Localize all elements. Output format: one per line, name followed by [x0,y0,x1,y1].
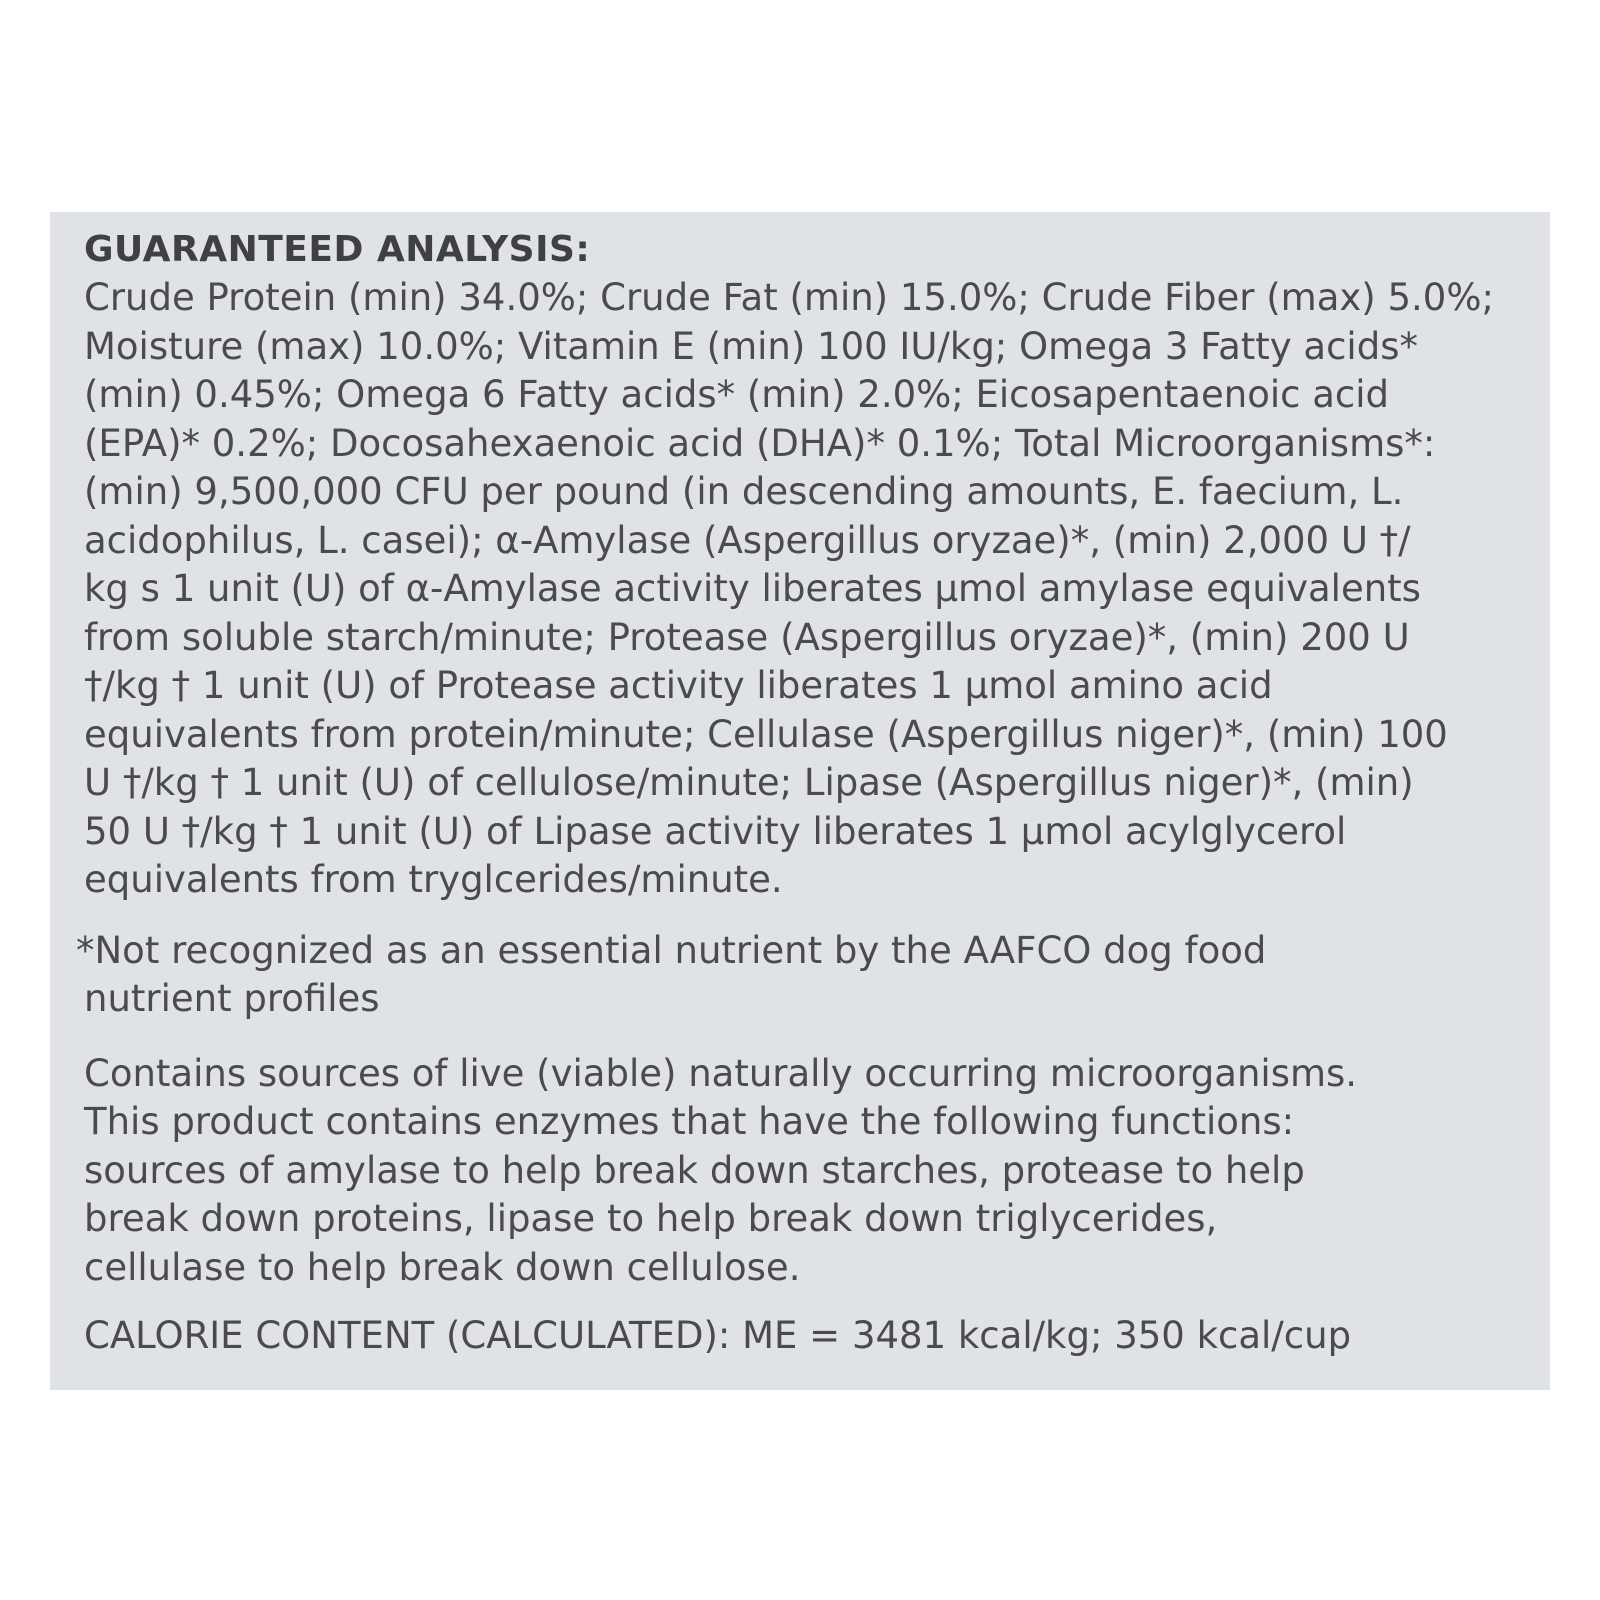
footnote-line: nutrient profiles [84,977,380,1020]
analysis-line: kg s 1 unit (U) of α-Amylase activity liberates μmol amylase equivalents [84,567,1421,610]
heading: GUARANTEED ANALYSIS: [84,229,591,270]
enzyme-note-line: cellulase to help break down cellulose. [84,1245,801,1289]
analysis-line: U †/kg † 1 unit (U) of cellulose/minute; Lipase (Aspergillus niger)*, (min) [84,761,1414,804]
aafco-footnote [76,927,1550,1024]
analysis-line: equivalents from tryglcerides/minute. [84,858,783,901]
enzyme-note [84,1050,1550,1293]
enzyme-note-line: Contains sources of live (viable) naturally occurring microorganisms. [84,1051,1358,1095]
footnote-line: *Not recognized as an essential nutrient by the AAFCO dog food [76,928,1267,972]
guaranteed-analysis-panel [50,212,1550,1390]
calorie-content [84,1312,1550,1361]
analysis-text [84,274,1550,905]
analysis-line: Crude Protein (min) 34.0%; Crude Fat (min) 15.0%; Crude Fiber (max) 5.0%; [84,276,1494,319]
calorie-content-line: CALORIE CONTENT (CALCULATED): ME = 3481 kcal/kg; 350 kcal/cup [84,1314,1352,1357]
enzyme-note-line: break down proteins, lipase to help break down triglycerides, [84,1197,1218,1240]
enzyme-note-line: sources of amylase to help break down starches, protease to help [84,1148,1305,1192]
analysis-line: from soluble starch/minute; Protease (Aspergillus oryzae)*, (min) 200 U [84,615,1410,659]
analysis-line: 50 U †/kg † 1 unit (U) of Lipase activity liberates 1 μmol acylglycerol [84,809,1347,853]
analysis-line: (EPA)* 0.2%; Docosahexaenoic acid (DHA)* 0.1%; Total Microorganisms*: [84,421,1436,465]
analysis-line: (min) 0.45%; Omega 6 Fatty acids* (min) 2.0%; Eicosapentaenoic acid [84,373,1389,416]
analysis-line: acidophilus, L. casei); α-Amylase (Aspergillus oryzae)*, (min) 2,000 U †/ [84,518,1411,562]
enzyme-note-line: This product contains enzymes that have the following functions: [84,1100,1295,1143]
analysis-line: †/kg † 1 unit (U) of Protease activity liberates 1 μmol amino acid [84,664,1273,707]
analysis-line: (min) 9,500,000 CFU per pound (in descending amounts, E. faecium, L. [84,470,1404,513]
analysis-line: equivalents from protein/minute; Cellulase (Aspergillus niger)*, (min) 100 [84,712,1448,756]
analysis-line: Moisture (max) 10.0%; Vitamin E (min) 100 IU/kg; Omega 3 Fatty acids* [84,324,1418,368]
